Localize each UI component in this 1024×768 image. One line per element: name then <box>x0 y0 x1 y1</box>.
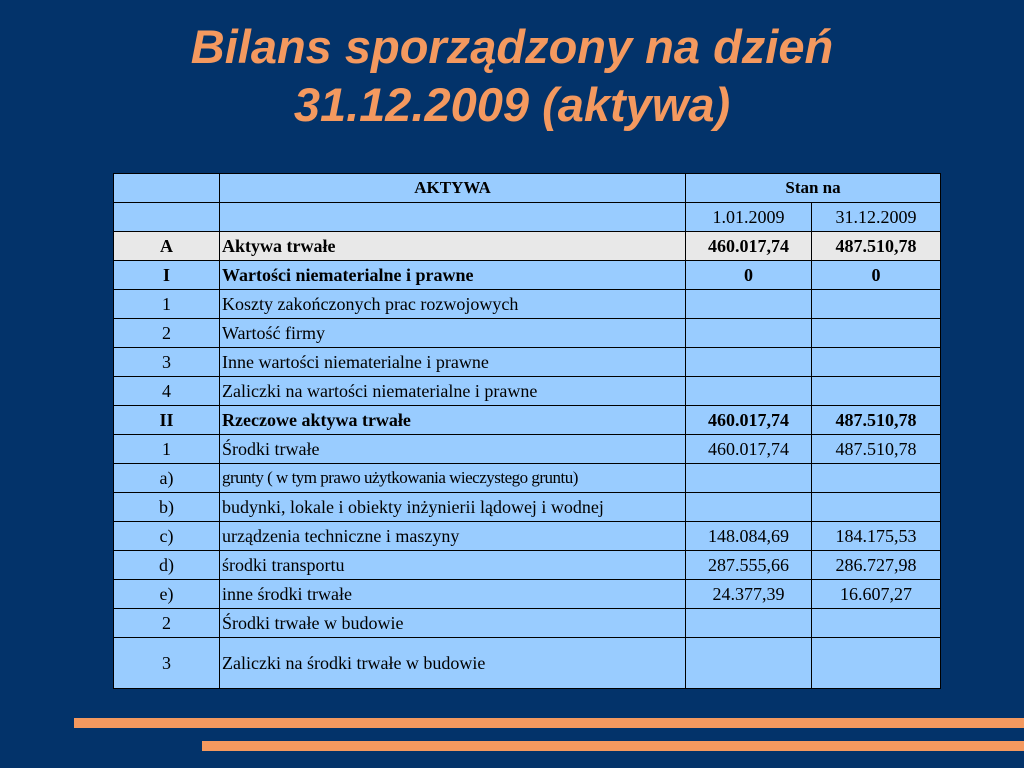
row-index: c) <box>114 522 220 551</box>
row-value-1: 24.377,39 <box>686 580 812 609</box>
row-name: Zaliczki na środki trwałe w budowie <box>220 638 686 689</box>
row-index: 4 <box>114 377 220 406</box>
row-value-2 <box>812 290 941 319</box>
row-index: A <box>114 232 220 261</box>
header-aktywa: AKTYWA <box>220 174 686 203</box>
row-name: Rzeczowe aktywa trwałe <box>220 406 686 435</box>
row-name: urządzenia techniczne i maszyny <box>220 522 686 551</box>
row-index: d) <box>114 551 220 580</box>
row-index: b) <box>114 493 220 522</box>
row-value-1 <box>686 493 812 522</box>
row-value-1 <box>686 319 812 348</box>
header-empty-cell <box>114 174 220 203</box>
table-row <box>114 319 941 348</box>
row-index: e) <box>114 580 220 609</box>
slide-title <box>0 18 1024 134</box>
row-index: 1 <box>114 290 220 319</box>
row-value-1 <box>686 464 812 493</box>
table-row <box>114 551 941 580</box>
row-name: Zaliczki na wartości niematerialne i prawne <box>220 377 686 406</box>
header-stan-na: Stan na <box>686 174 941 203</box>
table-row <box>114 290 941 319</box>
row-value-2 <box>812 464 941 493</box>
table-dates-row <box>114 203 941 232</box>
date-2: 31.12.2009 <box>812 203 941 232</box>
row-value-2 <box>812 348 941 377</box>
row-index: 1 <box>114 435 220 464</box>
row-value-1: 460.017,74 <box>686 435 812 464</box>
decorative-stripe-bottom <box>202 741 1024 751</box>
row-name: Środki trwałe <box>220 435 686 464</box>
row-name: budynki, lokale i obiekty inżynierii lądowej i wodnej <box>220 493 686 522</box>
row-value-1 <box>686 609 812 638</box>
table-row <box>114 232 941 261</box>
row-index: 2 <box>114 609 220 638</box>
row-value-2: 286.727,98 <box>812 551 941 580</box>
row-value-2 <box>812 493 941 522</box>
table-row <box>114 348 941 377</box>
row-value-2 <box>812 377 941 406</box>
row-value-1: 460.017,74 <box>686 406 812 435</box>
row-value-2: 487.510,78 <box>812 435 941 464</box>
row-name: Aktywa trwałe <box>220 232 686 261</box>
row-index: I <box>114 261 220 290</box>
table-row <box>114 580 941 609</box>
row-index: a) <box>114 464 220 493</box>
row-name: Inne wartości niematerialne i prawne <box>220 348 686 377</box>
row-index: 2 <box>114 319 220 348</box>
table-row <box>114 377 941 406</box>
row-value-2: 487.510,78 <box>812 232 941 261</box>
row-name: Wartość firmy <box>220 319 686 348</box>
row-value-2: 16.607,27 <box>812 580 941 609</box>
row-value-2: 0 <box>812 261 941 290</box>
slide-title-line-2: 31.12.2009 (aktywa) <box>293 78 731 131</box>
row-index: 3 <box>114 348 220 377</box>
row-value-1: 148.084,69 <box>686 522 812 551</box>
dates-empty-cell <box>114 203 220 232</box>
table-row <box>114 638 941 689</box>
row-value-1 <box>686 348 812 377</box>
row-value-1: 287.555,66 <box>686 551 812 580</box>
slide-title-line-1: Bilans sporządzony na dzień <box>190 20 834 73</box>
row-value-1 <box>686 638 812 689</box>
table-row <box>114 464 941 493</box>
dates-empty-cell <box>220 203 686 232</box>
decorative-stripe-top <box>74 718 1024 728</box>
row-index: II <box>114 406 220 435</box>
row-value-2: 184.175,53 <box>812 522 941 551</box>
row-value-2 <box>812 319 941 348</box>
row-value-2: 487.510,78 <box>812 406 941 435</box>
date-1: 1.01.2009 <box>686 203 812 232</box>
row-name: grunty ( w tym prawo użytkowania wieczystego gruntu) <box>220 464 686 493</box>
row-value-1: 0 <box>686 261 812 290</box>
row-value-1 <box>686 290 812 319</box>
table-row <box>114 435 941 464</box>
row-value-2 <box>812 638 941 689</box>
table-row <box>114 493 941 522</box>
row-name: Środki trwałe w budowie <box>220 609 686 638</box>
row-index: 3 <box>114 638 220 689</box>
row-value-1 <box>686 377 812 406</box>
row-name: środki transportu <box>220 551 686 580</box>
row-name: inne środki trwałe <box>220 580 686 609</box>
table-header-row <box>114 174 941 203</box>
table-row <box>114 261 941 290</box>
row-name: Wartości niematerialne i prawne <box>220 261 686 290</box>
table-row <box>114 406 941 435</box>
balance-sheet-table <box>113 173 941 689</box>
table-row <box>114 522 941 551</box>
row-value-1: 460.017,74 <box>686 232 812 261</box>
table-row <box>114 609 941 638</box>
row-value-2 <box>812 609 941 638</box>
row-name: Koszty zakończonych prac rozwojowych <box>220 290 686 319</box>
